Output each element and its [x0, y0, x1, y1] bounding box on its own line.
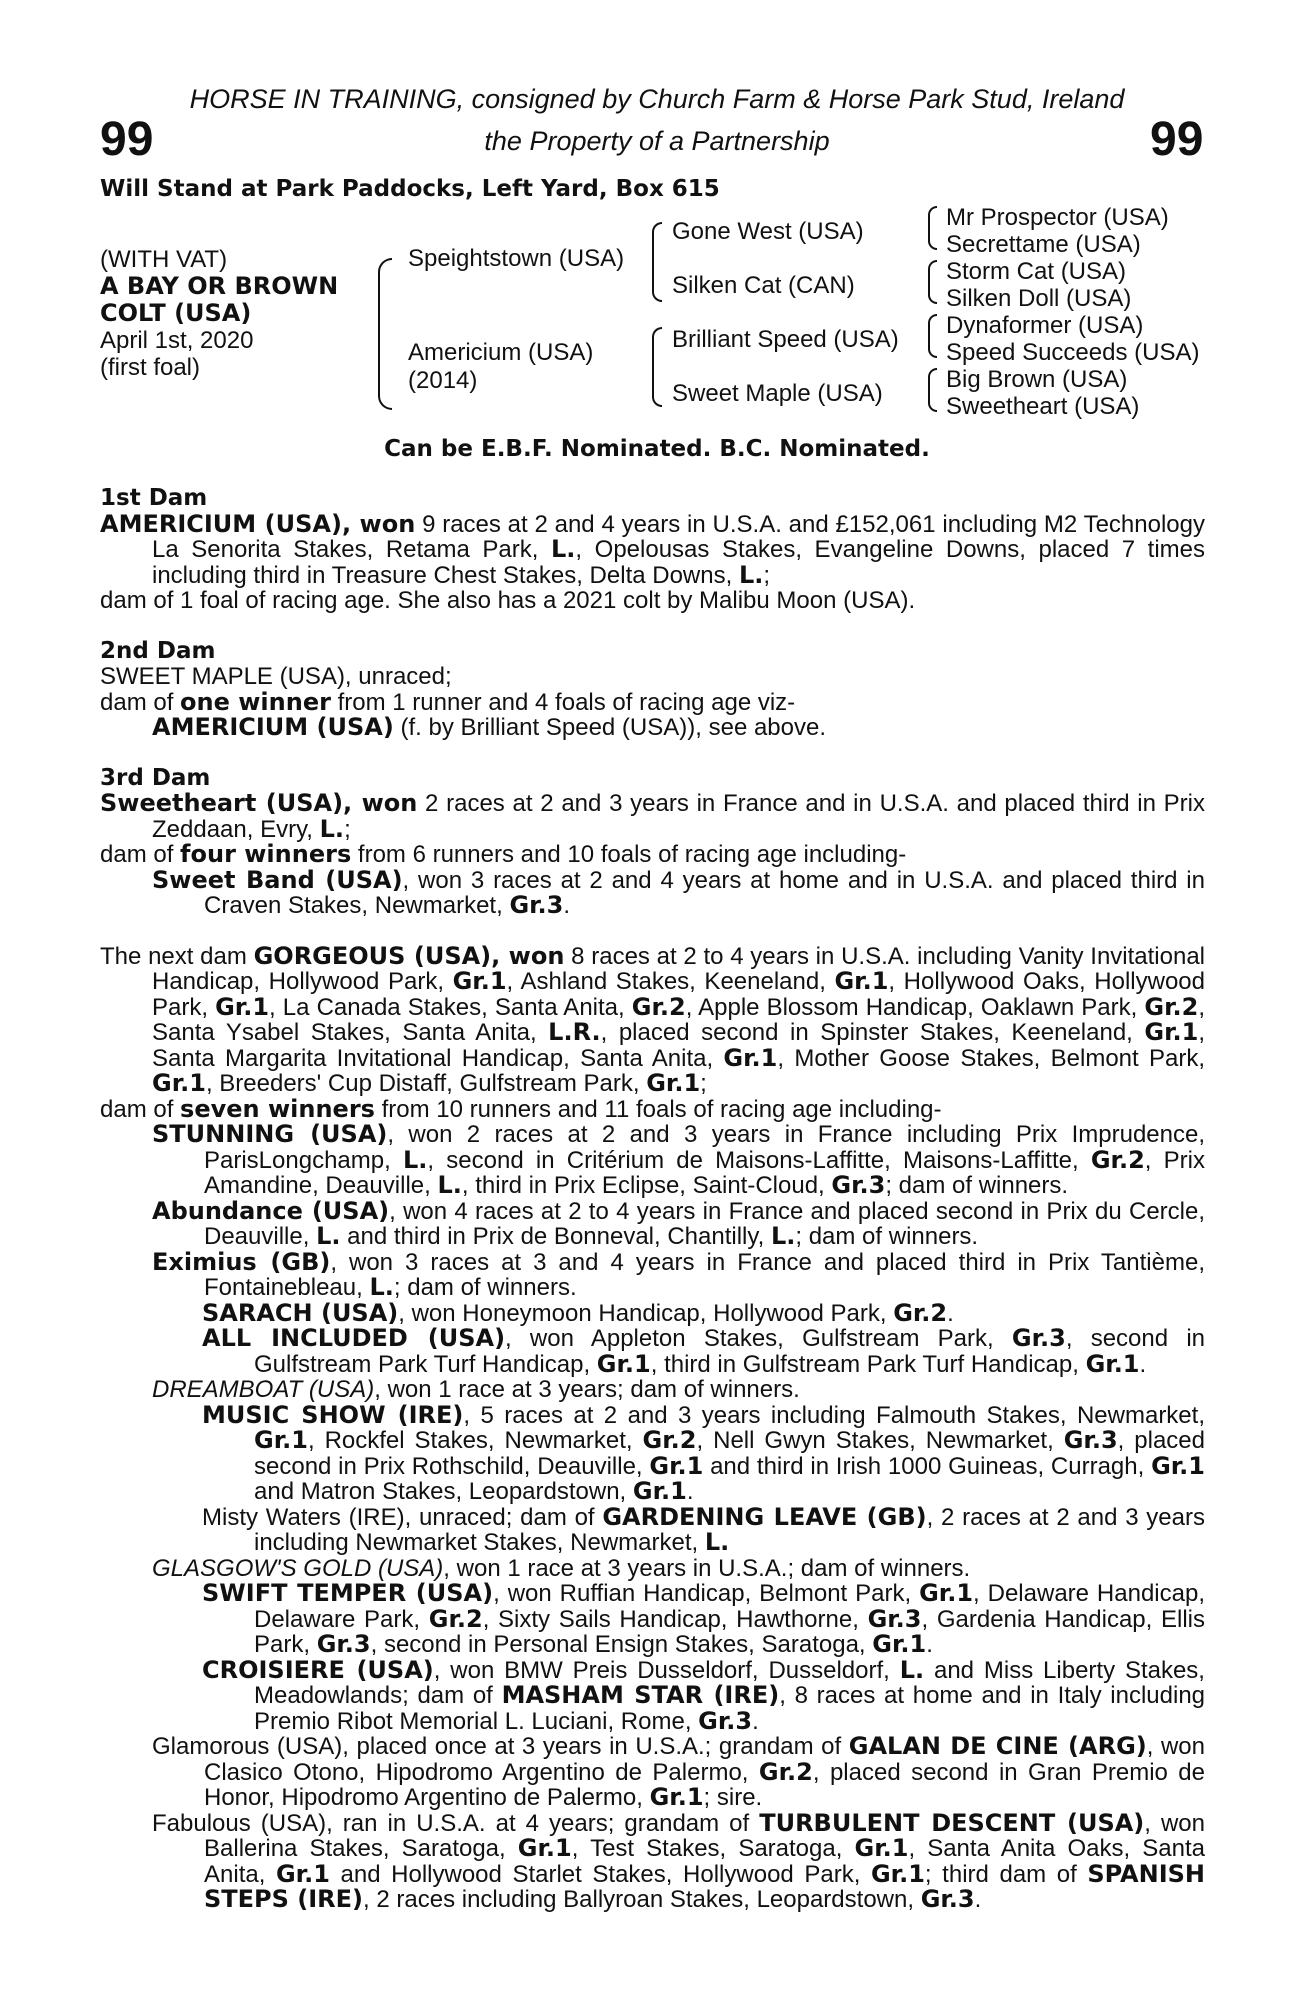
second-dam-child: AMERICIUM (USA) (f. by Brilliant Speed (USA)), see above. — [152, 713, 827, 741]
dam-brace — [652, 327, 662, 407]
ggs-4: Big Brown (USA) — [946, 366, 1128, 393]
sire-dam: Silken Cat (CAN) — [672, 272, 855, 299]
dam-dam: Sweet Maple (USA) — [672, 380, 883, 407]
brace-3c — [928, 314, 937, 358]
ggs-3: Dynaformer (USA) — [946, 312, 1144, 339]
produce-fabulous: Fabulous (USA), ran in U.S.A. at 4 years; grandam of TURBULENT DESCENT (USA), won Ballerina Stakes, Saratoga, Gr.1, Test Stakes, Saratoga, Gr.1, Santa Anita Oaks, Santa Anita, Gr.1 and Hollywood Starlet Stakes, Hollywood Park, Gr.1; third dam of SPANISH STEPS (IRE), 2 races including Ballyroan Stakes, Leopardstown, Gr.3. — [152, 1808, 1206, 1913]
lot-number-left: 99 — [100, 113, 154, 166]
produce-eximius: Eximius (GB), won 3 races at 3 and 4 years in France and placed third in Prix Tantième, Fontainebleau, L.; dam of winners. — [152, 1247, 1205, 1301]
third-dam-heading: 3rd Dam — [100, 764, 211, 791]
dam-name — [408, 339, 593, 395]
dam-year: (2014) — [408, 367, 478, 394]
pedigree-brace-main — [378, 258, 392, 410]
produce-glamorous: Glamorous (USA), placed once at 3 years in U.S.A.; grandam of GALAN DE CINE (ARG), won Clasico Otono, Hipodromo Argentino de Palermo, Gr.2, placed second in Gran Premio de Honor, Hipodromo Argentino de Palermo, Gr.1; sire. — [152, 1732, 1206, 1811]
ggd-3: Speed Succeeds (USA) — [946, 339, 1200, 366]
produce-misty-waters: Misty Waters (IRE), unraced; dam of GARDENING LEAVE (GB), 2 races at 2 and 3 years including Newmarket Stakes, Newmarket, L. — [202, 1502, 1205, 1556]
next-dam-produce: dam of seven winners from 10 runners and 11 foals of racing age including- — [100, 1094, 942, 1123]
next-dam-entry: The next dam GORGEOUS (USA), won 8 races at 2 to 4 years in U.S.A. including Vanity Invitational Handicap, Hollywood Park, Gr.1, Ashland Stakes, Keeneland, Gr.1, Hollywood Oaks, Hollywood Park, Gr.1, La Canada Stakes, Santa Anita, Gr.2, Apple Blossom Handicap, Oaklawn Park, Gr.2, Santa Ysabel Stakes, Santa Anita, L.R., placed second in Spinster Stakes, Keeneland, Gr.1, Santa Margarita Invitational Handicap, Santa Anita, Gr.1, Mother Goose Stakes, Belmont Park, Gr.1, Breeders' Cup Distaff, Gulfstream Park, Gr.1; — [100, 941, 1206, 1097]
ggd-4: Sweetheart (USA) — [946, 393, 1140, 420]
produce-sarach: SARACH (USA), won Honeymoon Handicap, Hollywood Park, Gr.2. — [202, 1298, 954, 1327]
lot-number-right: 99 — [1150, 113, 1204, 166]
brace-3d — [928, 368, 937, 412]
first-dam-produce: dam of 1 foal of racing age. She also has a 2021 colt by Malibu Moon (USA). — [100, 587, 916, 614]
ggd-2: Silken Doll (USA) — [946, 285, 1132, 312]
produce-music-show: MUSIC SHOW (IRE), 5 races at 2 and 3 years including Falmouth Stakes, Newmarket, Gr.1, Rockfel Stakes, Newmarket, Gr.2, Nell Gwyn Stakes, Newmarket, Gr.3, placed second in Prix Rothschild, Deauville, Gr.1 and third in Irish 1000 Guineas, Curragh, Gr.1 and Matron Stakes, Leopardstown, Gr.1. — [202, 1400, 1206, 1505]
third-dam-child: Sweet Band (USA), won 3 races at 2 and 4 years at home and in U.S.A. and placed third in Craven Stakes, Newmarket, Gr.3. — [152, 865, 1205, 919]
sire-sire: Gone West (USA) — [672, 218, 864, 245]
produce-glasgows-gold: GLASGOW'S GOLD (USA), won 1 race at 3 years in U.S.A.; dam of winners. — [152, 1554, 971, 1582]
second-dam-produce: dam of one winner from 1 runner and 4 foals of racing age viz- — [100, 687, 796, 716]
produce-dreamboat: DREAMBOAT (USA), won 1 race at 3 years; dam of winners. — [152, 1376, 800, 1403]
ggd-1: Secrettame (USA) — [946, 231, 1141, 258]
second-dam-line: SWEET MAPLE (USA), unraced; — [100, 663, 452, 690]
produce-all-included: ALL INCLUDED (USA), won Appleton Stakes, Gulfstream Park, Gr.3, second in Gulfstream Park Turf Handicap, Gr.1, third in Gulfstream Park Turf Handicap, Gr.1. — [202, 1324, 1205, 1378]
third-dam-produce: dam of four winners from 6 runners and 10 foals of racing age including- — [100, 840, 907, 868]
produce-swift-temper: SWIFT TEMPER (USA), won Ruffian Handicap, Belmont Park, Gr.1, Delaware Handicap, Delaware Park, Gr.2, Sixty Sails Handicap, Hawthorne, Gr.3, Gardenia Handicap, Ellis Park, Gr.3, second in Personal Ensign Stakes, Saratoga, Gr.1. — [202, 1579, 1206, 1658]
ggs-2: Storm Cat (USA) — [946, 258, 1127, 285]
produce-stunning: STUNNING (USA), won 2 races at 2 and 3 years in France including Prix Imprudence, ParisLongchamp, L., second in Critérium de Maisons-Laffitte, Maisons-Laffitte, Gr.2, Prix Amandine, Deauville, L., third in Prix Eclipse, Saint-Cloud, Gr.3; dam of winners. — [152, 1120, 1205, 1199]
horse-description — [100, 246, 338, 381]
first-dam-heading: 1st Dam — [100, 485, 208, 511]
ggs-1: Mr Prospector (USA) — [946, 204, 1169, 231]
produce-croisiere: CROISIERE (USA), won BMW Preis Dusseldorf, Dusseldorf, L. and Miss Liberty Stakes, Meadowlands; dam of MASHAM STAR (IRE), 8 races at home and in Italy including Premio Ribot Memorial L. Luciani, Rome, Gr.3. — [202, 1655, 1206, 1735]
property-line: the Property of a Partnership — [484, 126, 830, 156]
brace-3b — [928, 260, 937, 304]
brace-3a — [928, 206, 937, 250]
third-dam-entry: Sweetheart (USA), won 2 races at 2 and 3 years in France and in U.S.A. and placed third in Prix Zeddaan, Evry, L.; — [100, 789, 1205, 843]
foal-note: (first foal) — [100, 354, 201, 381]
dam-sire: Brilliant Speed (USA) — [672, 326, 899, 353]
produce-abundance: Abundance (USA), won 4 races at 2 to 4 years in France and placed second in Prix du Cercle, Deauville, L. and third in Prix de Bonneval, Chantilly, L.; dam of winners. — [152, 1196, 1206, 1250]
stand-location: Will Stand at Park Paddocks, Left Yard, Box 615 — [100, 176, 720, 202]
second-dam-heading: 2nd Dam — [100, 637, 216, 664]
consignor-line: HORSE IN TRAINING, consigned by Church Farm & Horse Park Stud, Ireland — [189, 84, 1125, 114]
horse-name-line1: A BAY OR BROWN — [100, 272, 339, 300]
nominations: Can be E.B.F. Nominated. B.C. Nominated. — [384, 436, 930, 462]
first-dam-entry: AMERICIUM (USA), won 9 races at 2 and 4 years in U.S.A. and £152,061 including M2 Technology La Senorita Stakes, Retama Park, L., Opelousas Stakes, Evangeline Downs, placed 7 times including third in Treasure Chest Stakes, Delta Downs, L.; — [100, 509, 1205, 589]
sire-brace — [652, 222, 662, 302]
vat-note: (WITH VAT) — [100, 246, 228, 273]
catalogue-text — [100, 486, 1205, 1913]
horse-name-line2: COLT (USA) — [100, 299, 252, 327]
dam-name-line1: Americium (USA) — [408, 339, 594, 366]
sire-name: Speightstown (USA) — [408, 245, 625, 272]
foaling-date: April 1st, 2020 — [100, 327, 254, 354]
